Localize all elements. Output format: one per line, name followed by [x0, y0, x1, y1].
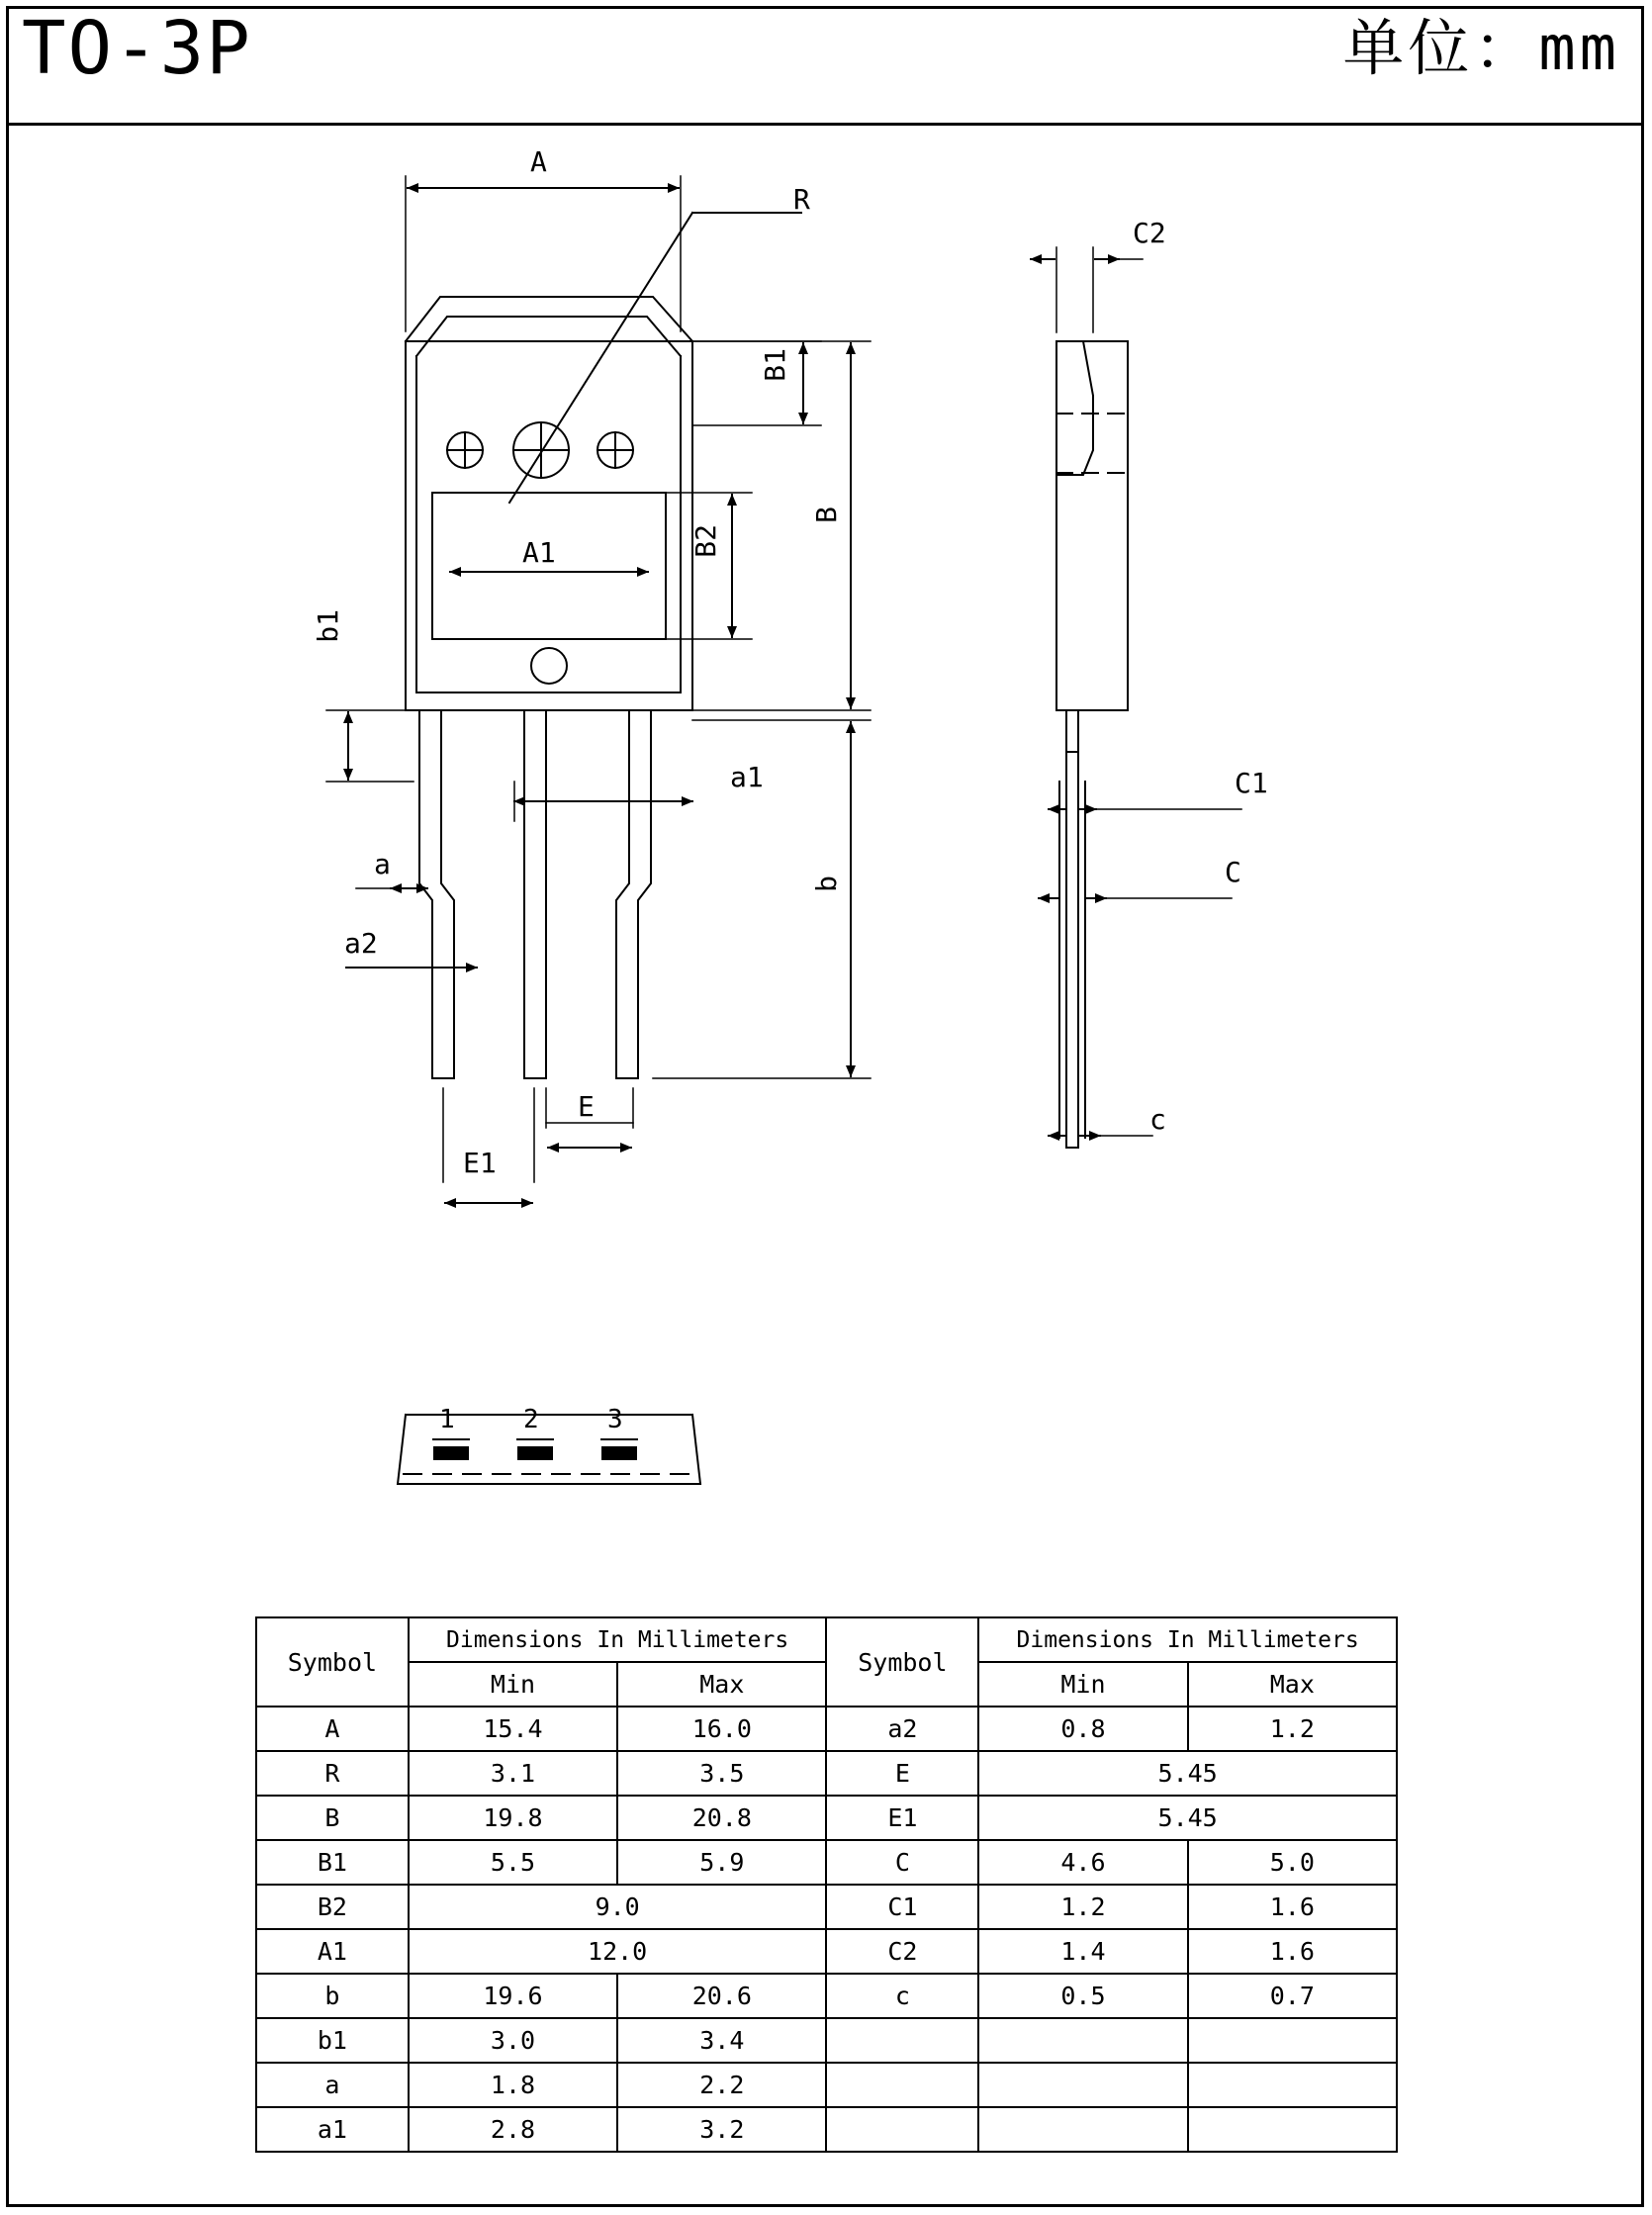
- dim-label-B2: B2: [689, 524, 722, 558]
- max-cell: 3.4: [617, 2018, 826, 2063]
- max-cell: [1188, 2107, 1397, 2152]
- min-cell: 1.2: [978, 1885, 1187, 1929]
- dim-label-A1: A1: [522, 536, 556, 569]
- dim-label-b1: b1: [312, 609, 344, 643]
- table-row: [256, 1840, 1397, 1885]
- symbol-cell: a: [256, 2063, 409, 2107]
- symbol-cell: E: [826, 1751, 978, 1796]
- table-header-row-1: [256, 1617, 1397, 1662]
- dim-label-a: a: [374, 848, 391, 880]
- symbol-cell: R: [256, 1751, 409, 1796]
- symbol-cell: C: [826, 1840, 978, 1885]
- symbol-cell: E1: [826, 1796, 978, 1840]
- table-row: [256, 1707, 1397, 1751]
- value-cell: 5.45: [978, 1751, 1397, 1796]
- symbol-cell: [826, 2107, 978, 2152]
- min-header-left: Min: [409, 1662, 617, 1707]
- min-cell: 3.1: [409, 1751, 617, 1796]
- min-cell: 1.8: [409, 2063, 617, 2107]
- max-header-left: Max: [617, 1662, 826, 1707]
- max-cell: [1188, 2018, 1397, 2063]
- symbol-cell: a2: [826, 1707, 978, 1751]
- min-cell: [978, 2018, 1187, 2063]
- page-title: TO-3P: [22, 6, 252, 91]
- symbol-cell: [826, 2063, 978, 2107]
- value-cell: 12.0: [409, 1929, 827, 1974]
- dim-label-b: b: [810, 876, 843, 892]
- dim-label-E1: E1: [463, 1147, 497, 1179]
- min-cell: 19.6: [409, 1974, 617, 2018]
- symbol-cell: c: [826, 1974, 978, 2018]
- max-cell: 2.2: [617, 2063, 826, 2107]
- value-cell: 9.0: [409, 1885, 827, 1929]
- pin-label-3: 3: [607, 1405, 623, 1434]
- table-row: [256, 1751, 1397, 1796]
- dim-label-C: C: [1225, 856, 1241, 888]
- min-cell: [978, 2107, 1187, 2152]
- symbol-cell: a1: [256, 2107, 409, 2152]
- min-cell: 15.4: [409, 1707, 617, 1751]
- dim-label-C2: C2: [1133, 217, 1166, 249]
- pin-label-2: 2: [523, 1405, 539, 1434]
- min-cell: 1.4: [978, 1929, 1187, 1974]
- symbol-cell: C1: [826, 1885, 978, 1929]
- table-row: [256, 1929, 1397, 1974]
- max-cell: 16.0: [617, 1707, 826, 1751]
- max-cell: [1188, 2063, 1397, 2107]
- dim-header-right: Dimensions In Millimeters: [978, 1617, 1397, 1662]
- min-cell: 0.5: [978, 1974, 1187, 2018]
- symbol-cell: b1: [256, 2018, 409, 2063]
- symbol-cell: A: [256, 1707, 409, 1751]
- min-header-right: Min: [978, 1662, 1187, 1707]
- min-cell: 5.5: [409, 1840, 617, 1885]
- min-cell: 19.8: [409, 1796, 617, 1840]
- max-cell: 5.0: [1188, 1840, 1397, 1885]
- dim-label-a2: a2: [344, 927, 378, 960]
- max-cell: 1.6: [1188, 1929, 1397, 1974]
- table-row: [256, 1885, 1397, 1929]
- dim-label-R: R: [793, 183, 810, 216]
- table-row: [256, 2107, 1397, 2152]
- max-cell: 20.6: [617, 1974, 826, 2018]
- dim-label-E: E: [578, 1090, 595, 1123]
- max-cell: 0.7: [1188, 1974, 1397, 2018]
- max-cell: 3.5: [617, 1751, 826, 1796]
- dim-header-left: Dimensions In Millimeters: [409, 1617, 827, 1662]
- symbol-header-left: Symbol: [256, 1617, 409, 1707]
- symbol-cell: b: [256, 1974, 409, 2018]
- min-cell: [978, 2063, 1187, 2107]
- pin-label-1: 1: [439, 1405, 455, 1434]
- dim-label-C1: C1: [1235, 767, 1268, 799]
- max-cell: 1.6: [1188, 1885, 1397, 1929]
- max-header-right: Max: [1188, 1662, 1397, 1707]
- dim-label-B1: B1: [759, 348, 791, 382]
- symbol-cell: C2: [826, 1929, 978, 1974]
- dim-label-A: A: [530, 145, 547, 178]
- max-cell: 3.2: [617, 2107, 826, 2152]
- max-cell: 20.8: [617, 1796, 826, 1840]
- symbol-cell: B1: [256, 1840, 409, 1885]
- table-row: [256, 2063, 1397, 2107]
- min-cell: 4.6: [978, 1840, 1187, 1885]
- min-cell: 0.8: [978, 1707, 1187, 1751]
- table-row: [256, 2018, 1397, 2063]
- unit-label: 单位：mm: [1342, 12, 1620, 84]
- max-cell: 5.9: [617, 1840, 826, 1885]
- dim-label-c: c: [1149, 1103, 1166, 1136]
- dimensions-table: [255, 1616, 1398, 2153]
- symbol-cell: [826, 2018, 978, 2063]
- symbol-header-right: Symbol: [826, 1617, 978, 1707]
- symbol-cell: A1: [256, 1929, 409, 1974]
- symbol-cell: B: [256, 1796, 409, 1840]
- table-row: [256, 1974, 1397, 2018]
- min-cell: 2.8: [409, 2107, 617, 2152]
- min-cell: 3.0: [409, 2018, 617, 2063]
- value-cell: 5.45: [978, 1796, 1397, 1840]
- max-cell: 1.2: [1188, 1707, 1397, 1751]
- table-row: [256, 1796, 1397, 1840]
- dim-label-a1: a1: [730, 761, 764, 793]
- symbol-cell: B2: [256, 1885, 409, 1929]
- dim-label-B: B: [810, 507, 843, 523]
